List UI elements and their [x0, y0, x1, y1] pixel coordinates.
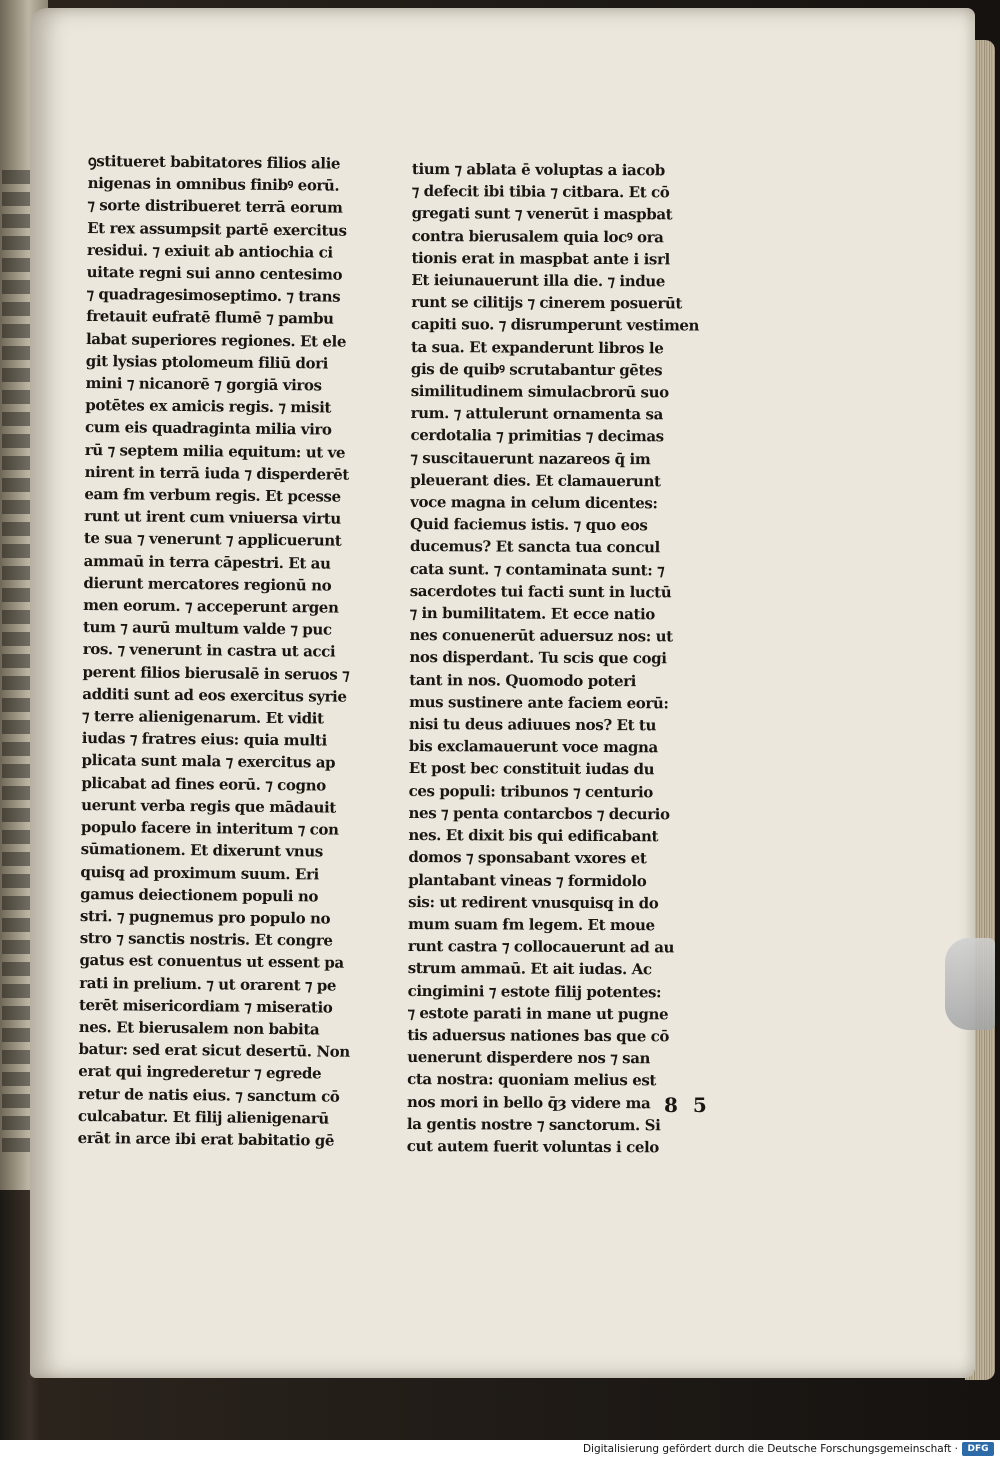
- text-line: quisq̧ ad proximum suum. Eri: [80, 862, 319, 883]
- text-line: strum ammaū. Et ait iudas. Ac: [407, 959, 652, 979]
- text-line: nos mori in bello q̄ȝ videre ma: [407, 1092, 651, 1112]
- text-line: tionis erat in maspbat ante i isrl: [411, 248, 670, 269]
- text-line: ces populi: tribunos ⁊ centurio: [408, 781, 653, 801]
- text-line: fretauit eufratē flumē ⁊ pambu: [86, 307, 334, 329]
- text-line: cingimini ⁊ estote filij potentes:: [407, 981, 662, 1001]
- text-line: nes. Et dixit bis qui edificabant: [408, 826, 659, 846]
- text-line: ⁊ estote parati in mane ut pugne: [407, 1003, 669, 1024]
- text-line: Et ieiunauerunt illa die. ⁊ indue: [411, 271, 666, 291]
- text-line: stri. ⁊ pugnemus pro populo no: [79, 906, 331, 928]
- text-line: Et post bec constituit iudas du: [408, 759, 655, 779]
- text-line: cata sunt. ⁊ contaminata sunt: ⁊: [409, 559, 665, 579]
- text-line: cta nostra: quoniam melius est: [407, 1070, 657, 1090]
- text-line: mum suam ẜm legem. Et moue: [407, 914, 655, 935]
- text-line: potētes ex amicis regis. ⁊ misit: [85, 396, 332, 417]
- text-line: nisi tu deus adiuues nos? Et tu: [408, 715, 657, 735]
- text-line: domos ⁊ sponsabant vxores et: [408, 848, 647, 868]
- text-line: stro ⁊ sanctis nostris. Et congre: [79, 929, 333, 950]
- text-line: Et rex assumpsit partē exercitus: [87, 218, 347, 240]
- text-line: pleuerant dies. Et clamauerunt: [410, 470, 661, 491]
- text-line: Quid faciemus istis. ⁊ quo eos: [410, 515, 648, 535]
- text-line: ducemus? Et sancta tua concul: [409, 537, 660, 557]
- text-line: sacerdotes tui facti sunt in luctū: [409, 581, 672, 602]
- text-line: plicabat ad fines eorū. ⁊ cogno: [81, 773, 326, 795]
- text-line: gregati sunt ⁊ venerūt i maspbat: [411, 204, 673, 224]
- text-line: ta sua. Et expanderunt libros le: [410, 337, 664, 357]
- text-line: plicata sunt mala ⁊ exercitus ap: [81, 751, 336, 773]
- text-line: rum. ⁊ attulerunt ornamenta sa: [410, 404, 663, 424]
- text-line: rū ⁊ septem milia equitum: ut ve: [84, 440, 346, 462]
- text-line: runt ut irent cum vniuersa virtu: [84, 507, 341, 528]
- text-line: ꝯstitueret babitatores filios alie: [87, 151, 341, 173]
- footer-credit: Digitalisierung gefördert durch die Deutsche Forschungsgemeinschaft ·: [582, 1443, 958, 1455]
- text-line: contra bierusalem quia locꝰ ora: [411, 226, 664, 246]
- text-line: ⁊ defecit ibi tibia ⁊ citbara. Et cō: [411, 182, 670, 202]
- text-line: ⁊ sorte distribueret terrā eorum: [87, 196, 343, 218]
- text-line: perent filios bierusalē in seruos ⁊: [82, 662, 350, 684]
- text-line: ⁊ terre alienigenarum. Et vidit: [81, 707, 324, 728]
- text-line: erāt in arce ibi erat babitatio gē: [77, 1128, 335, 1150]
- text-line: uerunt verba regis que mādauit: [81, 795, 336, 817]
- text-line: te sua ⁊ venerunt ⁊ applicuerunt: [83, 529, 342, 551]
- text-line: sūmationem. Et dixerunt vnus: [80, 840, 323, 861]
- text-line: bis exclamauerunt voce magna: [408, 737, 658, 757]
- text-line: nirent in terrā iuda ⁊ disperderēt: [84, 462, 349, 484]
- left-text-column: [78, 150, 388, 1152]
- text-line: runt se cilitijs ⁊ cinerem posuerūt: [411, 293, 682, 313]
- right-text-column: [407, 158, 712, 1159]
- text-line: uitate regni sui anno centesimo: [86, 263, 343, 284]
- text-line: residui. ⁊ exiuit ab antiochia ci: [86, 240, 333, 262]
- text-line: ⁊ quadragesimoseptimo. ⁊ trans: [86, 285, 341, 306]
- text-line: gamus deiectionem populi no: [80, 884, 319, 906]
- text-line: mus sustinere ante faciem eorū:: [409, 692, 669, 713]
- text-line: additi sunt ad eos exercitus syrie: [82, 684, 347, 706]
- text-line: labat superiores regiones. Et ele: [85, 329, 347, 351]
- text-line: tant in nos. Quomodo poteri: [409, 670, 636, 690]
- text-line: similitudinem simulacbrorū suo: [410, 382, 669, 402]
- text-line: men eorum. ⁊ acceperunt argen: [83, 596, 339, 617]
- text-line: populo facere in interitum ⁊ con: [80, 818, 339, 839]
- text-line: erat qui ingrederetur ⁊ egrede: [78, 1062, 322, 1083]
- text-line: cerdotalia ⁊ primitias ⁊ decimas: [410, 426, 664, 446]
- text-line: sis: ut redirent vnusquisq̧ in do: [408, 892, 659, 913]
- dfg-logo: DFG: [962, 1442, 994, 1456]
- text-line: runt castra ⁊ collocauerunt ad au: [407, 937, 675, 957]
- text-line: eam ẜm verbum regis. Et pcesse: [84, 485, 341, 506]
- text-line: gis de quibꝰ scrutabantur gētes: [410, 359, 663, 380]
- text-line: gatus est conuentus ut essent pa: [79, 951, 344, 973]
- signature-mark: 8 5: [664, 1093, 711, 1117]
- text-line: git lysias ptolomeum filiū dori: [85, 351, 329, 373]
- footer-bar: [0, 1440, 1000, 1459]
- text-line: nos disperdant. Tu scis que cogi: [409, 648, 667, 668]
- text-line: nes. Et bierusalem non babita: [78, 1017, 320, 1039]
- text-line: cum eis quadraginta milia viro: [85, 418, 332, 440]
- text-line: ammaū in terra cāpestri. Et au: [83, 551, 331, 573]
- text-line: capiti suo. ⁊ disrumperunt vestimen: [411, 315, 700, 335]
- text-line: iudas ⁊ fratres eius: quia multi: [81, 729, 327, 750]
- text-line: uenerunt disperdere nos ⁊ san: [407, 1048, 651, 1068]
- text-line: tis aduersus nationes bas que cō: [407, 1025, 670, 1046]
- text-line: ⁊ in bumilitatem. Et ecce natio: [409, 604, 655, 624]
- text-line: nes conuenerūt aduersuz nos: ut: [409, 626, 673, 646]
- text-line: dierunt mercatores regionū no: [83, 573, 332, 595]
- text-line: retur de natis eius. ⁊ sanctum cō: [78, 1084, 340, 1106]
- text-line: ros. ⁊ venerunt in castra ut acci: [82, 640, 336, 662]
- text-line: terēt misericordiam ⁊ miseratio: [78, 995, 333, 1017]
- text-line: ⁊ suscitauerunt nazareos q̄ im: [410, 448, 651, 468]
- text-line: voce magna in celum dicentes:: [410, 493, 658, 513]
- text-line: nes ⁊ penta contarcbos ⁊ decurio: [408, 803, 670, 824]
- text-line: la gentis nostre ⁊ sanctorum. Si: [406, 1114, 661, 1135]
- text-line: cut autem fuerit voluntas i celo: [406, 1136, 659, 1157]
- text-line: culcabatur. Et filij alienigenarū: [77, 1106, 329, 1128]
- text-line: mini ⁊ nicanorē ⁊ gorgiā viros: [85, 374, 322, 395]
- text-line: rati in prelium. ⁊ ut orarent ⁊ pe: [79, 973, 337, 995]
- text-line: nigenas in omnibus finibꝰ eorū.: [87, 174, 340, 195]
- text-line: batur: sed erat sicut desertū. Non: [78, 1040, 350, 1061]
- text-line: plantabant vineas ⁊ formidolo: [408, 870, 647, 890]
- text-line: tum ⁊ aurū multum valde ⁊ puc: [82, 618, 332, 639]
- page-clip: [945, 938, 995, 1030]
- text-line: tium ⁊ ablata ē voluptas a iacob: [411, 159, 665, 180]
